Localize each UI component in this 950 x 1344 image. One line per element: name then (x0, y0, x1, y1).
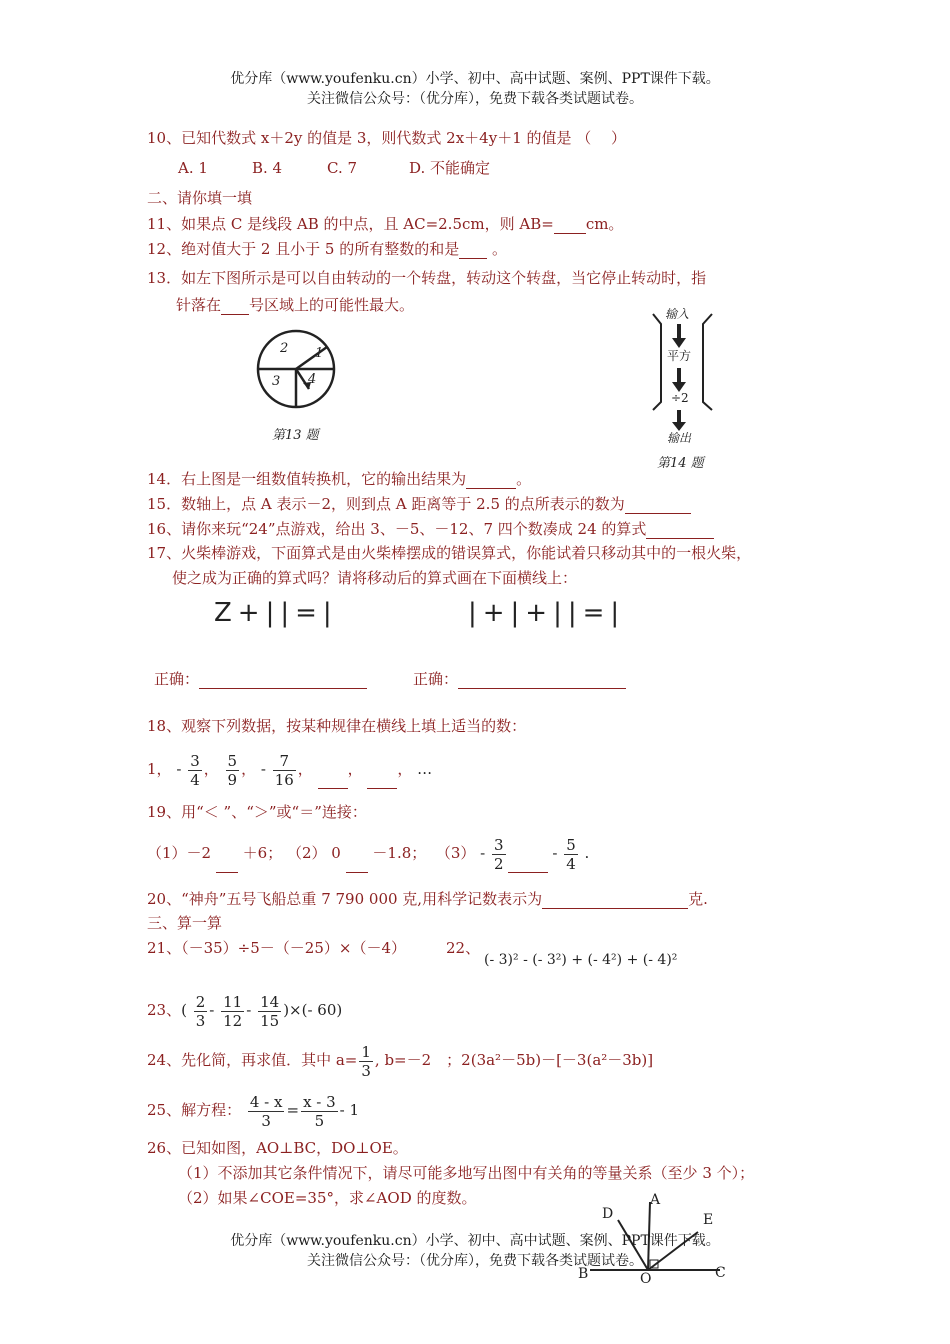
q16-blank[interactable] (646, 518, 714, 539)
q23-frac-2: $\frac{11}{12}$ (223, 992, 243, 1030)
q24-text: 24、先化简，再求值．其中 a= (147, 1051, 358, 1069)
q23-frac-1: $\frac{2}{3}$ (195, 992, 206, 1030)
q13-line-2 (176, 294, 414, 315)
label-o: O (640, 1271, 652, 1285)
q14 (147, 468, 531, 489)
q19-frac-1-sign: - (480, 844, 486, 862)
section-3-title: 三、算一算 (147, 914, 223, 932)
spinner-label-3: 3 (272, 374, 281, 389)
q18-sequence: 1， - $\frac{3}{4}$ ， $\frac{5}{9}$ ， - $\frac{7}{16}$ ， ， ， … (147, 748, 432, 789)
q24-frac: $\frac{1}{3}$ (361, 1042, 371, 1080)
matchstick-equation-2: |+|+||=| (468, 598, 626, 628)
q11-unit: cm。 (585, 215, 624, 233)
q25-tail: - 1 (339, 1101, 360, 1119)
converter-square: 平方 (667, 349, 692, 363)
q13-line-1: 13．如左下图所示是可以自由转动的一个转盘，转动这个转盘，当它停止转动时，指 (147, 269, 707, 287)
q19-part-3: （3） (435, 844, 476, 862)
q17-line-2: 使之成为正确的算式吗？请将移动后的算式画在下面横线上： (172, 569, 578, 587)
q13-blank[interactable] (221, 294, 249, 315)
q14-text: 14．右上图是一组数值转换机，它的输出结果为 (147, 470, 467, 488)
q19-frac-1: $\frac{3}{2}$ (494, 835, 504, 873)
q19-part-1: （1）－2 (147, 844, 212, 862)
q20-text: 20、“神舟”五号飞船总重 7 790 000 克,用科学记数表示为 (147, 890, 543, 908)
q18-blank-1[interactable] (318, 748, 348, 789)
q20 (147, 888, 708, 909)
converter-divide: ÷2 (671, 391, 689, 405)
matchstick-equation-1: Z+||=| (214, 598, 338, 628)
label-c: C (715, 1265, 726, 1281)
spinner-label-4: 4 (308, 372, 317, 387)
spinner-figure (250, 325, 345, 415)
q23: 23、( $\frac{2}{3}$ - $\frac{11}{12}$ - $\frac{14}{15}$ )×(- 60) (147, 992, 343, 1030)
q22-expression: (- 3)² - (- 3²) + (- 4²) + (- 4)² (484, 952, 678, 968)
q18-frac-1-sign: - (176, 760, 182, 778)
q14-blank[interactable] (466, 468, 516, 489)
q17-line-1: 17、火柴棒游戏，下面算式是由火柴棒摆成的错误算式，你能试着只移动其中的一根火柴， (147, 544, 752, 562)
q17-answer-1 (154, 668, 367, 689)
spinner-label-1: 1 (315, 346, 324, 361)
q18-frac-2: $\frac{5}{9}$ (227, 751, 238, 789)
q17-answer-label-2: 正确： (413, 670, 459, 688)
q19-blank-1[interactable] (216, 832, 238, 873)
fig14-caption: 第14 题 (657, 456, 704, 471)
q12-end: 。 (487, 240, 508, 258)
converter-figure (645, 302, 720, 447)
q12 (147, 238, 507, 259)
q25-frac-right: $\frac{x - 3}{5}$ (303, 1092, 336, 1130)
q18-frac-3: $\frac{7}{16}$ (274, 751, 294, 789)
q19-frac-2: $\frac{5}{4}$ (566, 835, 576, 873)
q16-text: 16、请你来玩“24”点游戏，给出 3、－5、－12、7 四个数凑成 24 的算式 (147, 520, 647, 538)
q12-text: 12、绝对值大于 2 且小于 5 的所有整数的和是 (147, 240, 460, 258)
q19-part-2b: －1.8； (372, 844, 427, 862)
q20-end: 克. (688, 890, 708, 908)
q10-option-a: A. 1 (178, 159, 208, 177)
q11 (147, 213, 623, 234)
q19-stem: 19、用“＜ ”、“＞”或“＝”连接： (147, 803, 367, 821)
down-arrow-icon (672, 338, 686, 348)
fig13-caption: 第13 题 (272, 428, 319, 443)
q18-stem: 18、观察下列数据，按某种规律在横线上填上适当的数： (147, 717, 527, 735)
q19-parts: （1）－2 ＋6； （2） 0 －1.8； （3） - $\frac{3}{2}$ - $\frac{5}{4}$ . (147, 832, 589, 873)
q10-option-b: B. 4 (252, 159, 283, 177)
q17-answer-blank-1[interactable] (199, 668, 367, 689)
q26-part-2: （2）如果∠COE=35°，求∠AOD 的度数。 (178, 1189, 477, 1207)
q19-part-2: （2） 0 (286, 844, 341, 862)
q16 (147, 518, 714, 539)
q18-ellipsis: … (417, 760, 433, 778)
q20-blank[interactable] (542, 888, 688, 909)
converter-output: 输出 (667, 431, 692, 445)
footer-line-2: 关注微信公众号：（优分库），免费下载各类试题试卷。 (307, 1253, 643, 1269)
q23-frac-3: $\frac{14}{15}$ (260, 992, 280, 1030)
q25-label: 25、解方程： (147, 1101, 242, 1119)
q18-blank-2[interactable] (367, 748, 397, 789)
q18-frac-3-sign: - (260, 760, 266, 778)
q12-blank[interactable] (459, 238, 487, 259)
section-2-title: 二、请你填一填 (147, 189, 253, 207)
q17-answer-blank-2[interactable] (458, 668, 626, 689)
q15-text: 15．数轴上，点 A 表示－2，则到点 A 距离等于 2.5 的点所表示的数为 (147, 495, 625, 513)
q19-frac-2-sign: - (552, 844, 558, 862)
q26-stem: 26、已知如图，AO⊥BC，DO⊥OE。 (147, 1139, 408, 1157)
down-arrow-icon (672, 422, 686, 431)
q25: 25、解方程： $\frac{4 - x}{3}$ = $\frac{x - 3}{5}$ - 1 (147, 1092, 360, 1130)
header-line-1: 优分库（www.youfenku.cn）小学、初中、高中试题、案例、PPT课件下载。 (230, 71, 720, 87)
q13-line-2a: 针落在 (176, 296, 222, 314)
label-d: D (602, 1206, 614, 1222)
q25-frac-left: $\frac{4 - x}{3}$ (249, 1092, 283, 1130)
q23-label: 23、 (147, 1001, 182, 1019)
q17-answer-label-1: 正确： (154, 670, 200, 688)
q24 (147, 1040, 653, 1080)
q10-option-c: C. 7 (327, 159, 358, 177)
q11-text: 11、如果点 C 是线段 AB 的中点，且 AC=2.5cm，则 AB= (147, 215, 554, 233)
q10-option-d: D. 不能确定 (409, 159, 491, 177)
q15-blank[interactable] (625, 493, 691, 514)
q19-blank-3[interactable] (508, 832, 548, 873)
q24-expression: , b=－2 ；2(3a²－5b)－[－3(a²－3b)] (374, 1051, 654, 1069)
q10-stem: 10、已知代数式 x＋2y 的值是 3，则代数式 2x＋4y＋1 的值是 （ ） (147, 129, 627, 147)
header-line-2: 关注微信公众号：（优分库），免费下载各类试题试卷。 (307, 91, 643, 107)
q19-part-1b: ＋6； (242, 844, 283, 862)
converter-input: 输入 (665, 307, 690, 321)
q14-end: 。 (516, 470, 532, 488)
label-b: B (578, 1266, 589, 1282)
q19-blank-2[interactable] (346, 832, 368, 873)
label-a: A (650, 1192, 661, 1208)
q15 (147, 493, 691, 514)
q17-answer-2 (413, 668, 626, 689)
q13-line-2b: 号区域上的可能性最大。 (249, 296, 415, 314)
q11-blank[interactable] (554, 213, 586, 234)
q18-frac-1: $\frac{3}{4}$ (190, 751, 200, 789)
footer-line-1: 优分库（www.youfenku.cn）小学、初中、高中试题、案例、PPT课件下载。 (230, 1233, 720, 1249)
q22-label: 22、 (446, 939, 481, 957)
spinner-label-2: 2 (280, 341, 289, 356)
q26-part-1: （1）不添加其它条件情况下，请尽可能多地写出图中有关角的等量关系（至少 3 个）； (178, 1164, 755, 1182)
q18-first: 1， (147, 760, 172, 778)
q21: 21、（－35）÷5－（－25）×（－4） (147, 939, 406, 957)
q23-tail: )×(- 60) (283, 1001, 343, 1019)
label-e: E (703, 1212, 714, 1228)
